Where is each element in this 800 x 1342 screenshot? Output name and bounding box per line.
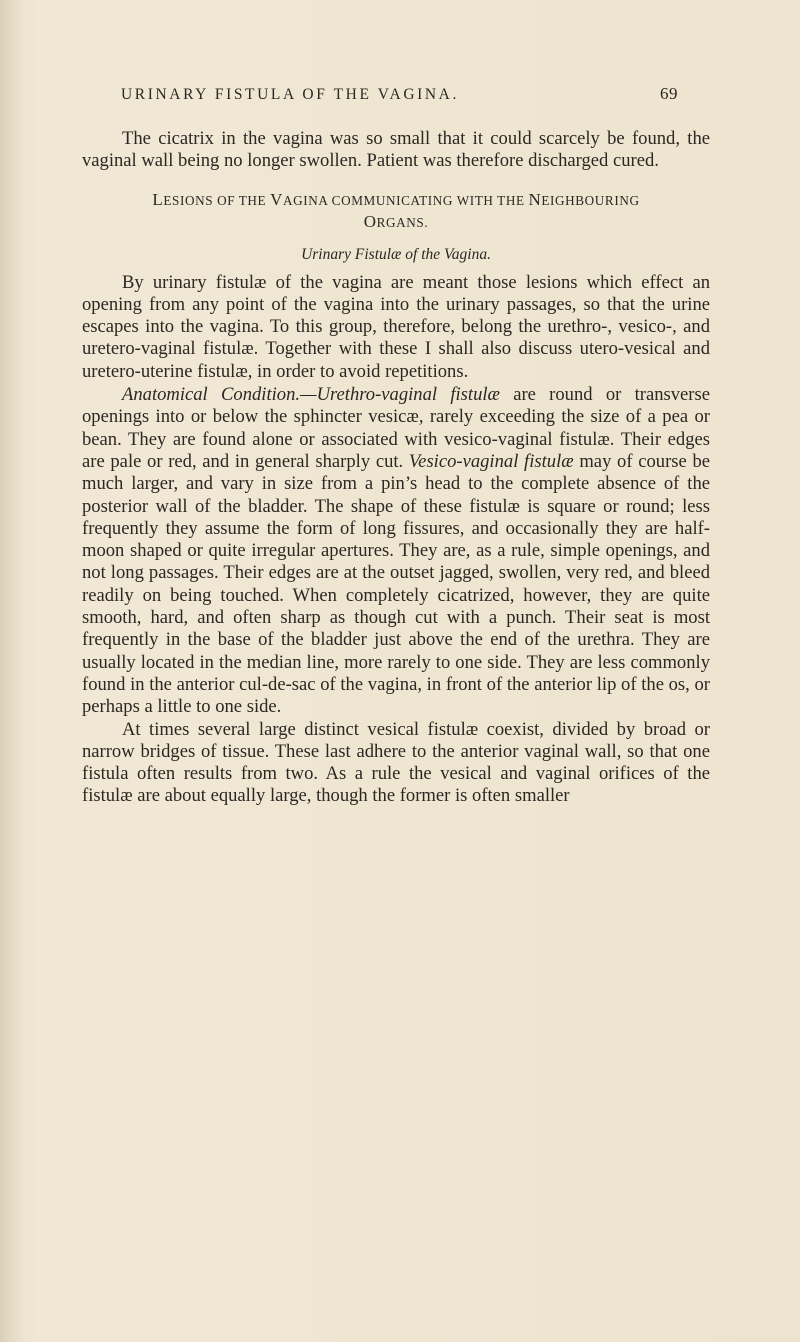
- heading-text-1: ESIONS OF THE: [163, 192, 271, 208]
- paragraph-anatomical-condition: [82, 384, 710, 718]
- heading-initial-n: N: [528, 189, 542, 209]
- heading-text-4: RGANS.: [376, 215, 429, 231]
- run-in-heading: Anatomical Condition.—Urethro-vaginal fistulæ: [122, 384, 500, 406]
- heading-text-3: EIGHBOURING: [541, 192, 640, 208]
- running-title: URINARY FISTULA OF THE VAGINA.: [121, 86, 459, 103]
- paragraph-text-a: are round or transverse openings into or below the sphincter vesicæ, rarely exceeding the size of a pea or bean. They are found alone or associated with vesico-vaginal fistulæ. Their edges are pale or red, and in general sharply cut.: [82, 384, 710, 472]
- italic-term: Vesico-vaginal fistulæ: [408, 450, 574, 472]
- heading-text-2: AGINA COMMUNICATING WITH THE: [283, 192, 529, 208]
- paragraph-text-b: may of course be much larger, and vary in size from a pin’s head to the complete absence of the posterior wall of the bladder. The shape of these fistulæ is square or round; less frequently they assume the form of long fissures, and occasionally they are half-moon shaped or quite irregular apertures. They are, as a rule, simple openings, and not long passages. Their edges are at the outset jagged, swollen, very red, and bleed readily on being touched. When completely cicatrized, however, they are quite smooth, hard, and often sharp as though cut with a punch. Their seat is most frequently in the base of the bladder just above the end of the urethra. They are usually located in the median line, more rarely to one side. They are less commonly found in the anterior cul-de-sac of the vagina, in front of the anterior lip of the os, or perhaps a little to one side.: [82, 450, 710, 718]
- subsection-heading: Urinary Fistulæ of the Vagina.: [301, 245, 491, 263]
- heading-initial-o: O: [363, 212, 377, 232]
- paragraph-definition: By urinary fistulæ of the vagina are meant those lesions which effect an opening from any point of the vagina into the urinary passages, so that the urine escapes into the vagina. To this group, therefore, belong the urethro-, vesico-, and uretero-vaginal fistulæ. Together with these I shall also discuss utero-vesical and uretero-uterine fistulæ, in order to avoid repetitions.: [82, 271, 710, 382]
- paragraph-closing-case: The cicatrix in the vagina was so small that it could scarcely be found, the vaginal wall being no longer swollen. Patient was therefore discharged cured.: [82, 128, 710, 172]
- heading-initial-v: V: [270, 189, 284, 209]
- heading-initial-l: L: [152, 189, 164, 209]
- section-heading: [82, 189, 710, 234]
- page-number: 69: [660, 84, 678, 103]
- page-binding-shadow: [0, 0, 24, 1342]
- paragraph-multiple-fistulae: At times several large distinct vesical fistulæ coexist, divided by broad or narrow bridges of tissue. These last adhere to the anterior vaginal wall, so that one fistula often results from two. As a rule the vesical and vaginal orifices of the fistulæ are about equally large, though the former is often smaller: [82, 718, 710, 807]
- text-block: [82, 128, 710, 808]
